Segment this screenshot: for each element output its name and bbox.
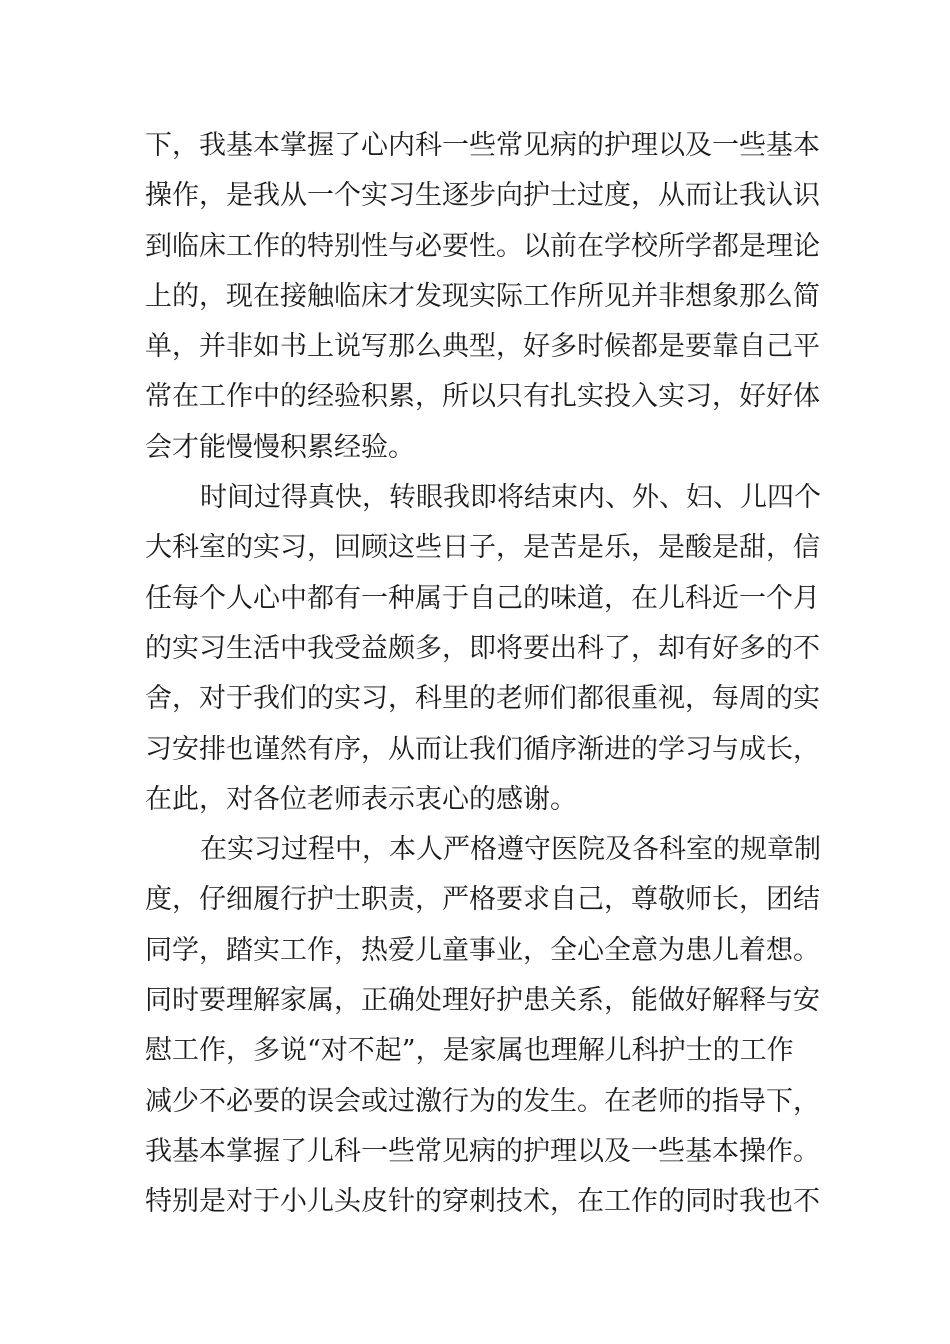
text-line: 大科室的实习，回顾这些日子，是苦是乐，是酸是甜，信 bbox=[145, 532, 820, 564]
text-line: 同时要理解家属，正确处理好护患关系，能做好解释与安 bbox=[145, 985, 820, 1017]
body-text bbox=[145, 121, 821, 1228]
text-line: 舍，对于我们的实习，科里的老师们都很重视，每周的实 bbox=[145, 683, 820, 715]
text-line: 到临床工作的特别性与必要性。以前在学校所学都是理论 bbox=[145, 230, 820, 262]
text-line: 的实习生活中我受益颇多，即将要出科了，却有好多的不 bbox=[145, 632, 820, 664]
text-line: 在此，对各位老师表示衷心的感谢。 bbox=[145, 783, 577, 815]
paragraph-start-line: 时间过得真快，转眼我即将结束内、外、妇、儿四个 bbox=[200, 482, 821, 514]
text-line: 特别是对于小儿头皮针的穿刺技术，在工作的同时我也不 bbox=[145, 1186, 820, 1218]
text-line: 我基本掌握了儿科一些常见病的护理以及一些基本操作。 bbox=[145, 1135, 820, 1167]
text-line: 任每个人心中都有一种属于自己的味道，在儿科近一个月 bbox=[145, 582, 820, 614]
text-line: 会才能慢慢积累经验。 bbox=[145, 431, 415, 463]
text-line: 同学，踏实工作，热爱儿童事业，全心全意为患儿着想。 bbox=[145, 934, 820, 966]
text-line: 下，我基本掌握了心内科一些常见病的护理以及一些基本 bbox=[145, 130, 820, 161]
text-line: 度，仔细履行护士职责，严格要求自己，尊敬师长，团结 bbox=[145, 884, 820, 916]
text-line: 单，并非如书上说写那么典型，好多时候都是要靠自己平 bbox=[145, 331, 820, 363]
text-line: 习安排也谨然有序，从而让我们循序渐进的学习与成长， bbox=[145, 733, 820, 765]
text-line: 减少不必要的误会或过激行为的发生。在老师的指导下， bbox=[145, 1085, 820, 1117]
text-line: 上的，现在接触临床才发现实际工作所见并非想象那么简 bbox=[145, 280, 820, 312]
text-line: 常在工作中的经验积累，所以只有扎实投入实习，好好体 bbox=[145, 381, 820, 413]
text-line: 操作，是我从一个实习生逐步向护士过度，从而让我认识 bbox=[145, 180, 820, 212]
paragraph-start-line: 在实习过程中，本人严格遵守医院及各科室的规章制 bbox=[200, 834, 821, 866]
text-line: 慰工作，多说“对不起”，是家属也理解儿科护士的工作 bbox=[145, 1035, 794, 1067]
